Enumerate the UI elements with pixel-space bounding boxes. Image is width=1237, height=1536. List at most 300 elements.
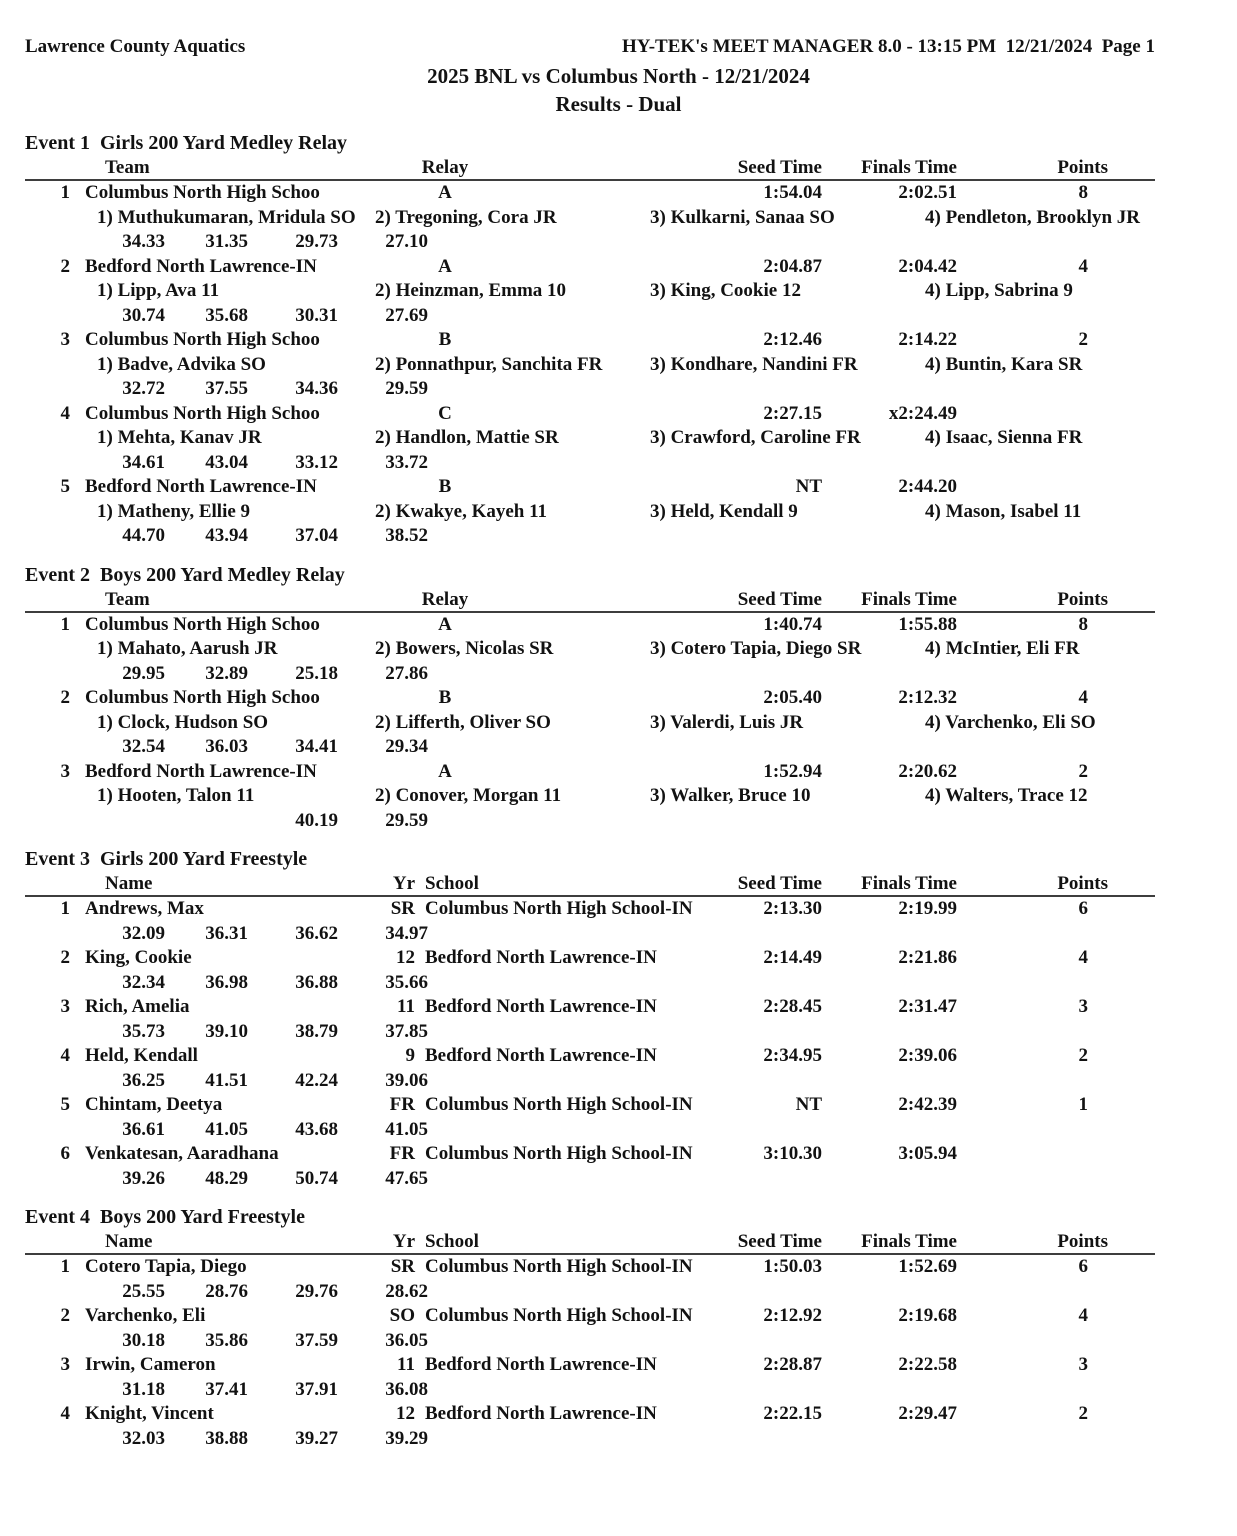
finals-time: 2:42.39 [898,1094,957,1115]
col-spacer [25,588,70,611]
generator-info: HY-TEK's MEET MANAGER 8.0 - 13:15 PM 12/21/2024 Page 1 [621,36,1155,57]
result-row [25,1304,1155,1329]
points: 8 [1078,182,1088,203]
split-time: 31.18 [122,1378,165,1400]
relay-swimmer: 1) Clock, Hudson SO [97,711,269,733]
points: 6 [1078,1256,1088,1277]
seed-time: 2:28.87 [763,1354,822,1375]
points: 2 [1078,329,1088,350]
swimmer-name: Cotero Tapia, Diego [85,1256,247,1277]
finals-time: 2:31.47 [898,996,957,1017]
points: 4 [1078,687,1088,708]
points: 1 [1078,1094,1088,1115]
col-header-team: Team [105,157,150,178]
relay-swimmers-row [97,353,1155,378]
split-time: 43.94 [205,525,248,546]
finals-time: 2:44.20 [898,476,957,497]
seed-time: 2:28.45 [763,996,822,1017]
split-time: 36.25 [122,1069,165,1091]
relay-swimmer: 3) Valerdi, Luis JR [650,711,804,733]
split-time: 25.55 [122,1280,165,1302]
finals-time: 1:55.88 [898,613,957,635]
splits-row [25,524,1155,549]
splits-row [25,662,1155,687]
relay-swimmer: 2) Ponnathpur, Sanchita FR [375,353,603,375]
split-time: 28.62 [385,1280,428,1302]
relay-swimmer: 3) Cotero Tapia, Diego SR [650,638,862,659]
events [25,131,1155,1451]
column-header-row [25,156,1155,181]
column-header-row [25,588,1155,613]
col-header-seed-time: Seed Time [737,157,822,178]
relay-swimmer: 2) Handlon, Mattie SR [375,427,559,448]
col-header-points: Points [1057,157,1108,178]
split-time: 32.89 [205,662,248,684]
relay-swimmer: 3) Walker, Bruce 10 [650,785,811,806]
split-time: 43.68 [295,1118,338,1140]
swimmer-name: Andrews, Max [85,898,204,919]
col-header-points: Points [1057,588,1108,610]
school-name: Bedford North Lawrence-IN [425,1403,657,1424]
split-time: 39.29 [385,1427,428,1449]
col-spacer [25,872,70,895]
split-time: 39.10 [205,1020,248,1042]
finals-time: 2:20.62 [898,760,957,782]
place: 1 [60,182,70,203]
split-time: 36.61 [122,1118,165,1140]
school-name: Bedford North Lawrence-IN [425,1045,657,1066]
relay-swimmer: 4) Varchenko, Eli SO [925,711,1096,733]
event-title: Event 4 Boys 200 Yard Freestyle [25,1206,305,1228]
splits-row [25,1280,1155,1305]
split-time: 35.66 [385,971,428,993]
split-time: 34.97 [385,922,428,944]
swimmer-name: Venkatesan, Aaradhana [85,1143,279,1164]
seed-time: 3:10.30 [763,1143,822,1164]
relay-swimmer: 4) Mason, Isabel 11 [925,500,1082,522]
points: 8 [1078,613,1088,635]
school-name: Columbus North High School-IN [425,1094,693,1115]
place: 3 [60,329,70,350]
result-row [25,613,1155,638]
split-time: 37.55 [205,378,248,399]
year: 11 [397,996,415,1017]
split-time: 37.59 [295,1329,338,1351]
result-row [25,255,1155,280]
split-time: 39.06 [385,1069,428,1091]
split-time: 36.03 [205,736,248,757]
seed-time: 2:13.30 [763,898,822,919]
relay-letter: B [438,329,452,350]
finals-time: 1:52.69 [898,1256,957,1277]
split-time: 43.04 [205,451,248,473]
page-header [25,36,1155,58]
split-time: 29.34 [385,736,428,757]
points: 4 [1078,947,1088,968]
relay-swimmer: 3) Held, Kendall 9 [650,500,798,522]
split-time: 32.09 [122,922,165,944]
relay-swimmers-row [97,711,1155,736]
seed-time: 2:27.15 [763,402,822,424]
split-time: 29.59 [385,809,428,831]
seed-time: 2:12.92 [763,1305,822,1326]
meet-title: 2025 BNL vs Columbus North - 12/21/2024 [427,64,810,88]
split-time: 41.05 [205,1118,248,1140]
relay-letter: A [438,255,452,277]
seed-time: NT [795,476,822,497]
seed-time: 2:05.40 [763,687,822,708]
split-time: 41.51 [205,1069,248,1091]
place: 4 [60,1045,70,1066]
points [957,1142,1108,1167]
split-time: 34.36 [295,378,338,399]
split-time: 41.05 [385,1118,428,1140]
split-time [25,809,165,834]
split-time: 32.54 [122,736,165,757]
split-time: 27.69 [385,304,428,326]
event-title: Event 2 Boys 200 Yard Medley Relay [25,563,345,586]
column-header-row [25,872,1155,897]
points: 4 [1078,255,1088,277]
seed-time: 1:50.03 [763,1256,822,1277]
year: FR [389,1094,415,1115]
finals-time: x2:24.49 [888,402,957,424]
seed-time: 2:12.46 [763,329,822,350]
swimmer-name: King, Cookie [85,947,192,968]
finals-time: 2:19.68 [898,1305,957,1326]
place: 1 [60,613,70,635]
event-section [25,1205,1155,1451]
split-time: 33.72 [385,451,428,473]
split-time: 36.08 [385,1378,428,1400]
result-row [25,995,1155,1020]
split-time: 28.76 [205,1280,248,1302]
report-subtitle: Results - Dual [555,92,682,116]
finals-time: 2:12.32 [898,687,957,708]
split-time: 29.95 [122,662,165,684]
split-time: 34.61 [122,451,165,473]
points: 2 [1078,1403,1088,1424]
school-name: Columbus North High School-IN [425,1143,693,1164]
finals-time: 2:14.22 [898,329,957,350]
col-header-yr: Yr [392,1231,415,1252]
result-row [25,1402,1155,1427]
split-time: 27.86 [385,662,428,684]
swimmer-name: Chintam, Deetya [85,1094,223,1115]
relay-swimmer: 3) King, Cookie 12 [650,280,801,301]
split-time [165,809,248,834]
relay-swimmer: 1) Mehta, Kanav JR [97,427,262,448]
team-name: Bedford North Lawrence-IN [85,760,317,782]
swimmer-name: Rich, Amelia [85,996,190,1017]
column-header-row [25,1230,1155,1255]
split-time: 36.62 [295,922,338,944]
result-row [25,760,1155,785]
relay-letter: B [438,687,452,708]
result-row [25,328,1155,353]
relay-swimmer: 1) Badve, Advika SO [97,353,266,375]
splits-row [25,377,1155,402]
place: 4 [60,402,70,424]
relay-swimmer: 4) Isaac, Sienna FR [925,427,1083,448]
year: SO [389,1305,415,1326]
year: SR [390,898,415,919]
split-time: 47.65 [385,1167,428,1189]
split-time: 35.73 [122,1020,165,1042]
col-header-school: School [425,1231,479,1252]
split-time: 37.41 [205,1378,248,1400]
facility-name: Lawrence County Aquatics [25,36,246,57]
result-row [25,181,1155,206]
year: SR [390,1256,415,1277]
split-time: 35.68 [205,304,248,326]
seed-time: 1:52.94 [763,760,822,782]
place: 2 [60,1305,70,1326]
relay-swimmer: 4) Lipp, Sabrina 9 [925,280,1073,301]
school-name: Bedford North Lawrence-IN [425,1354,657,1375]
split-time: 37.04 [295,525,338,546]
year: 9 [405,1045,415,1066]
split-time: 42.24 [295,1069,338,1091]
place: 1 [60,1256,70,1277]
col-header-relay: Relay [421,157,469,178]
col-header-team: Team [105,588,150,610]
relay-swimmer: 2) Conover, Morgan 11 [375,785,562,806]
result-row [25,475,1155,500]
seed-time: 2:34.95 [763,1045,822,1066]
finals-time: 2:22.58 [898,1354,957,1375]
place: 3 [60,1354,70,1375]
relay-swimmer: 1) Lipp, Ava 11 [97,280,220,301]
relay-swimmers-row [97,637,1155,662]
event-section [25,563,1155,834]
place: 2 [60,687,70,708]
team-name: Columbus North High Schoo [85,329,320,350]
finals-time: 2:39.06 [898,1045,957,1066]
relay-swimmer: 3) Crawford, Caroline FR [650,427,861,448]
year: FR [389,1143,415,1164]
place: 3 [60,996,70,1017]
split-time: 27.10 [385,231,428,252]
result-row [25,1142,1155,1167]
splits-row [25,1118,1155,1143]
team-name: Columbus North High Schoo [85,182,320,203]
points [957,475,1108,500]
relay-swimmers-row [97,784,1155,809]
split-time: 44.70 [122,525,165,546]
split-time: 30.74 [122,304,165,326]
team-name: Bedford North Lawrence-IN [85,255,317,277]
school-name: Bedford North Lawrence-IN [425,947,657,968]
split-time: 37.85 [385,1020,428,1042]
relay-swimmer: 4) Walters, Trace 12 [925,785,1088,806]
relay-swimmer: 2) Bowers, Nicolas SR [375,638,554,659]
split-time: 38.88 [205,1427,248,1449]
split-time: 35.86 [205,1329,248,1351]
seed-time: 2:22.15 [763,1403,822,1424]
relay-swimmer: 4) Buntin, Kara SR [925,353,1083,375]
split-time: 36.98 [205,971,248,993]
split-time: 40.19 [295,809,338,831]
relay-swimmers-row [97,426,1155,451]
split-time: 29.59 [385,378,428,399]
col-header-name: Name [105,1231,153,1252]
place: 3 [60,760,70,782]
splits-row [25,304,1155,329]
points: 2 [1078,760,1088,782]
col-header-yr: Yr [392,873,415,894]
splits-row [25,735,1155,760]
split-time: 29.76 [295,1280,338,1302]
place: 4 [60,1403,70,1424]
split-time: 39.27 [295,1427,338,1449]
year: 12 [396,947,415,968]
school-name: Columbus North High School-IN [425,1305,693,1326]
event-title: Event 3 Girls 200 Yard Freestyle [25,848,308,870]
split-time: 30.18 [122,1329,165,1351]
split-time: 37.91 [295,1378,338,1400]
split-time: 32.03 [122,1427,165,1449]
place: 6 [60,1143,70,1164]
relay-letter: A [438,760,452,782]
split-time: 33.12 [295,451,338,473]
relay-swimmer: 2) Heinzman, Emma 10 [375,280,567,301]
splits-row [25,1020,1155,1045]
finals-time: 2:19.99 [898,898,957,919]
col-header-finals-time: Finals Time [861,873,957,894]
swimmer-name: Held, Kendall [85,1045,198,1066]
col-header-finals-time: Finals Time [861,157,957,178]
col-spacer [25,156,70,179]
year: 12 [396,1403,415,1424]
event-section [25,847,1155,1191]
team-name: Columbus North High Schoo [85,687,320,708]
place: 1 [60,898,70,919]
finals-time: 2:29.47 [898,1403,957,1424]
col-header-points: Points [1057,873,1108,894]
splits-row [25,451,1155,476]
event-section [25,131,1155,549]
result-row [25,686,1155,711]
relay-swimmer: 3) Kondhare, Nandini FR [650,353,858,375]
split-time: 36.31 [205,922,248,944]
col-header-relay: Relay [421,588,469,610]
place: 5 [60,1094,70,1115]
col-header-finals-time: Finals Time [861,588,957,610]
seed-time: NT [795,1094,822,1115]
result-row [25,897,1155,922]
year: 11 [397,1354,415,1375]
relay-swimmer: 1) Muthukumaran, Mridula SO [97,206,356,228]
swimmer-name: Irwin, Cameron [85,1354,216,1375]
split-time: 39.26 [122,1167,165,1189]
result-row [25,1044,1155,1069]
split-time: 25.18 [295,662,338,684]
result-row [25,1093,1155,1118]
points: 3 [1078,1354,1088,1375]
split-time: 34.33 [122,231,165,252]
relay-swimmers-row [97,500,1155,525]
split-time: 34.41 [295,736,338,757]
seed-time: 1:54.04 [763,182,822,203]
split-time: 36.05 [385,1329,428,1351]
col-header-school: School [425,873,479,894]
col-header-points: Points [1057,1231,1108,1252]
relay-letter: B [438,476,452,497]
split-time: 38.52 [385,525,428,546]
result-row [25,1353,1155,1378]
col-header-seed-time: Seed Time [737,588,822,610]
splits-row [25,1167,1155,1192]
splits-row [25,1427,1155,1452]
school-name: Bedford North Lawrence-IN [425,996,657,1017]
place: 5 [60,476,70,497]
finals-time: 2:21.86 [898,947,957,968]
col-header-seed-time: Seed Time [737,1231,822,1252]
finals-time: 2:02.51 [898,182,957,203]
team-name: Columbus North High Schoo [85,613,320,635]
relay-letter: A [438,182,452,203]
place: 2 [60,255,70,277]
splits-row [25,922,1155,947]
points: 4 [1078,1305,1088,1326]
split-time: 36.88 [295,971,338,993]
finals-time: 2:04.42 [898,255,957,277]
relay-swimmer: 4) McIntier, Eli FR [925,638,1080,659]
splits-row [25,971,1155,996]
col-header-finals-time: Finals Time [861,1231,957,1252]
points: 2 [1078,1045,1088,1066]
points [957,402,1108,427]
split-time: 38.79 [295,1020,338,1042]
relay-swimmer: 2) Lifferth, Oliver SO [375,711,551,733]
school-name: Columbus North High School-IN [425,898,693,919]
seed-time: 2:04.87 [763,255,822,277]
split-time: 30.31 [295,304,338,326]
split-time: 32.34 [122,971,165,993]
points: 6 [1078,898,1088,919]
swimmer-name: Knight, Vincent [85,1403,214,1424]
team-name: Bedford North Lawrence-IN [85,476,317,497]
seed-time: 2:14.49 [763,947,822,968]
split-time: 32.72 [122,378,165,399]
relay-swimmer: 3) Kulkarni, Sanaa SO [650,206,835,228]
school-name: Columbus North High School-IN [425,1256,693,1277]
result-row [25,402,1155,427]
split-time: 31.35 [205,231,248,252]
finals-time: 3:05.94 [898,1143,957,1164]
splits-row [25,1329,1155,1354]
relay-letter: A [438,613,452,635]
split-time: 50.74 [295,1167,338,1189]
col-spacer [25,1230,70,1253]
event-title: Event 1 Girls 200 Yard Medley Relay [25,132,348,154]
place: 2 [60,947,70,968]
relay-swimmer: 1) Hooten, Talon 11 [97,785,255,806]
splits-row [25,1378,1155,1403]
relay-swimmer: 1) Mahato, Aarush JR [97,638,278,659]
relay-swimmer: 4) Pendleton, Brooklyn JR [925,206,1141,228]
swimmer-name: Varchenko, Eli [85,1305,206,1326]
split-time: 29.73 [295,231,338,252]
splits-row [25,1069,1155,1094]
relay-swimmer: 2) Kwakye, Kayeh 11 [375,500,548,522]
result-row [25,946,1155,971]
seed-time: 1:40.74 [763,613,822,635]
relay-swimmers-row [97,206,1155,231]
splits-row [25,230,1155,255]
result-row [25,1255,1155,1280]
